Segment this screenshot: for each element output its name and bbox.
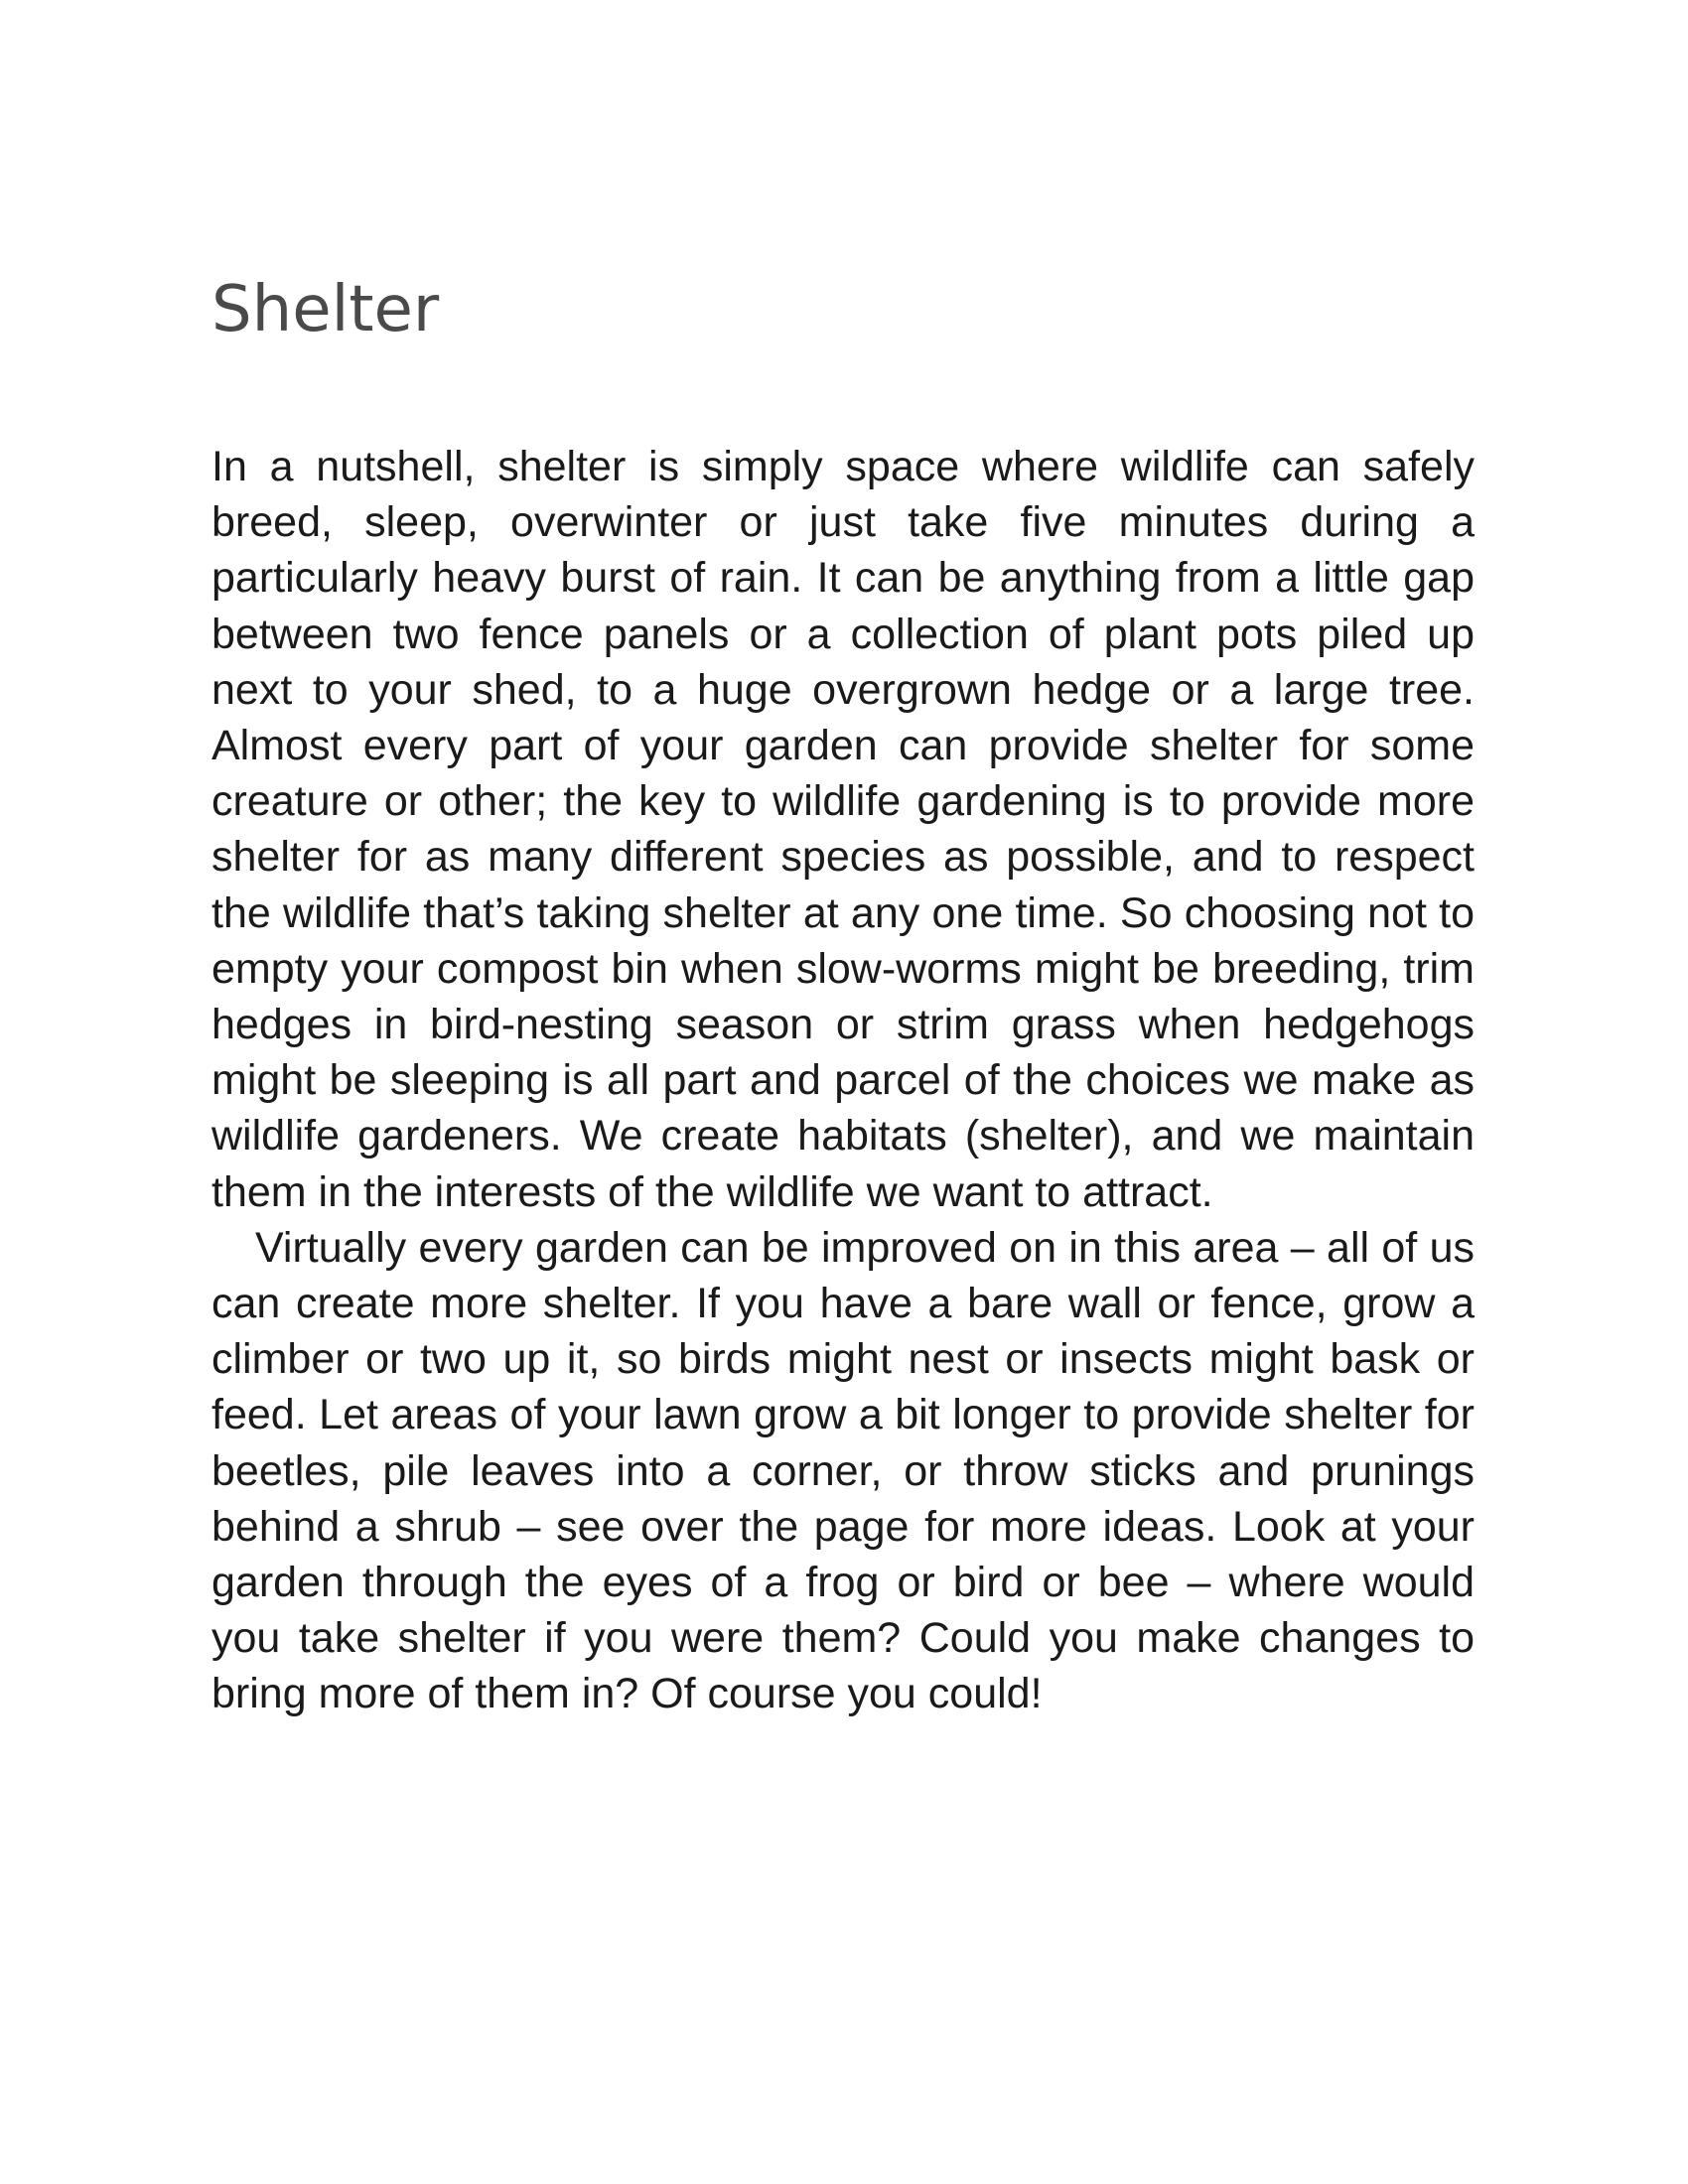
paragraph-2: Virtually every garden can be improved on in this area – all of us can create more shelter. If you have a bare wall or fence, grow a climber or two up it, so birds might nest or insects might bask or feed. Let areas of your lawn grow a bit longer to provide shelter for beetles, pile leaves into a corner, or throw sticks and prunings behind a shrub – see over the page for more ideas. Look at your garden through the eyes of a frog or bird or bee – where would you take shelter if you were them? Could you make changes to bring more of them in? Of course you could! [211,1223,1475,1718]
paragraph-1: In a nutshell, shelter is simply space where wildlife can safely breed, sleep, overwinter or just take five minutes during a particularly heavy burst of rain. It can be anything from a little gap between two fence panels or a collection of plant pots piled up next to your shed, to a huge overgrown hedge or a large tree. Almost every part of your garden can provide shelter for some creature or other; the key to wildlife gardening is to provide more shelter for as many different species as possible, and to respect the wildlife that’s taking shelter at any one time. So choosing not to empty your compost bin when slow-worms might be breeding, trim hedges in bird-nesting season or strim grass when hedgehogs might be sleeping is all part and parcel of the choices we make as wildlife gardeners. We create habitats (shelter), and we maintain them in the interests of the wildlife we want to attract. [211,443,1475,1216]
body-text [211,439,1475,1722]
section-heading: Shelter [211,273,440,346]
